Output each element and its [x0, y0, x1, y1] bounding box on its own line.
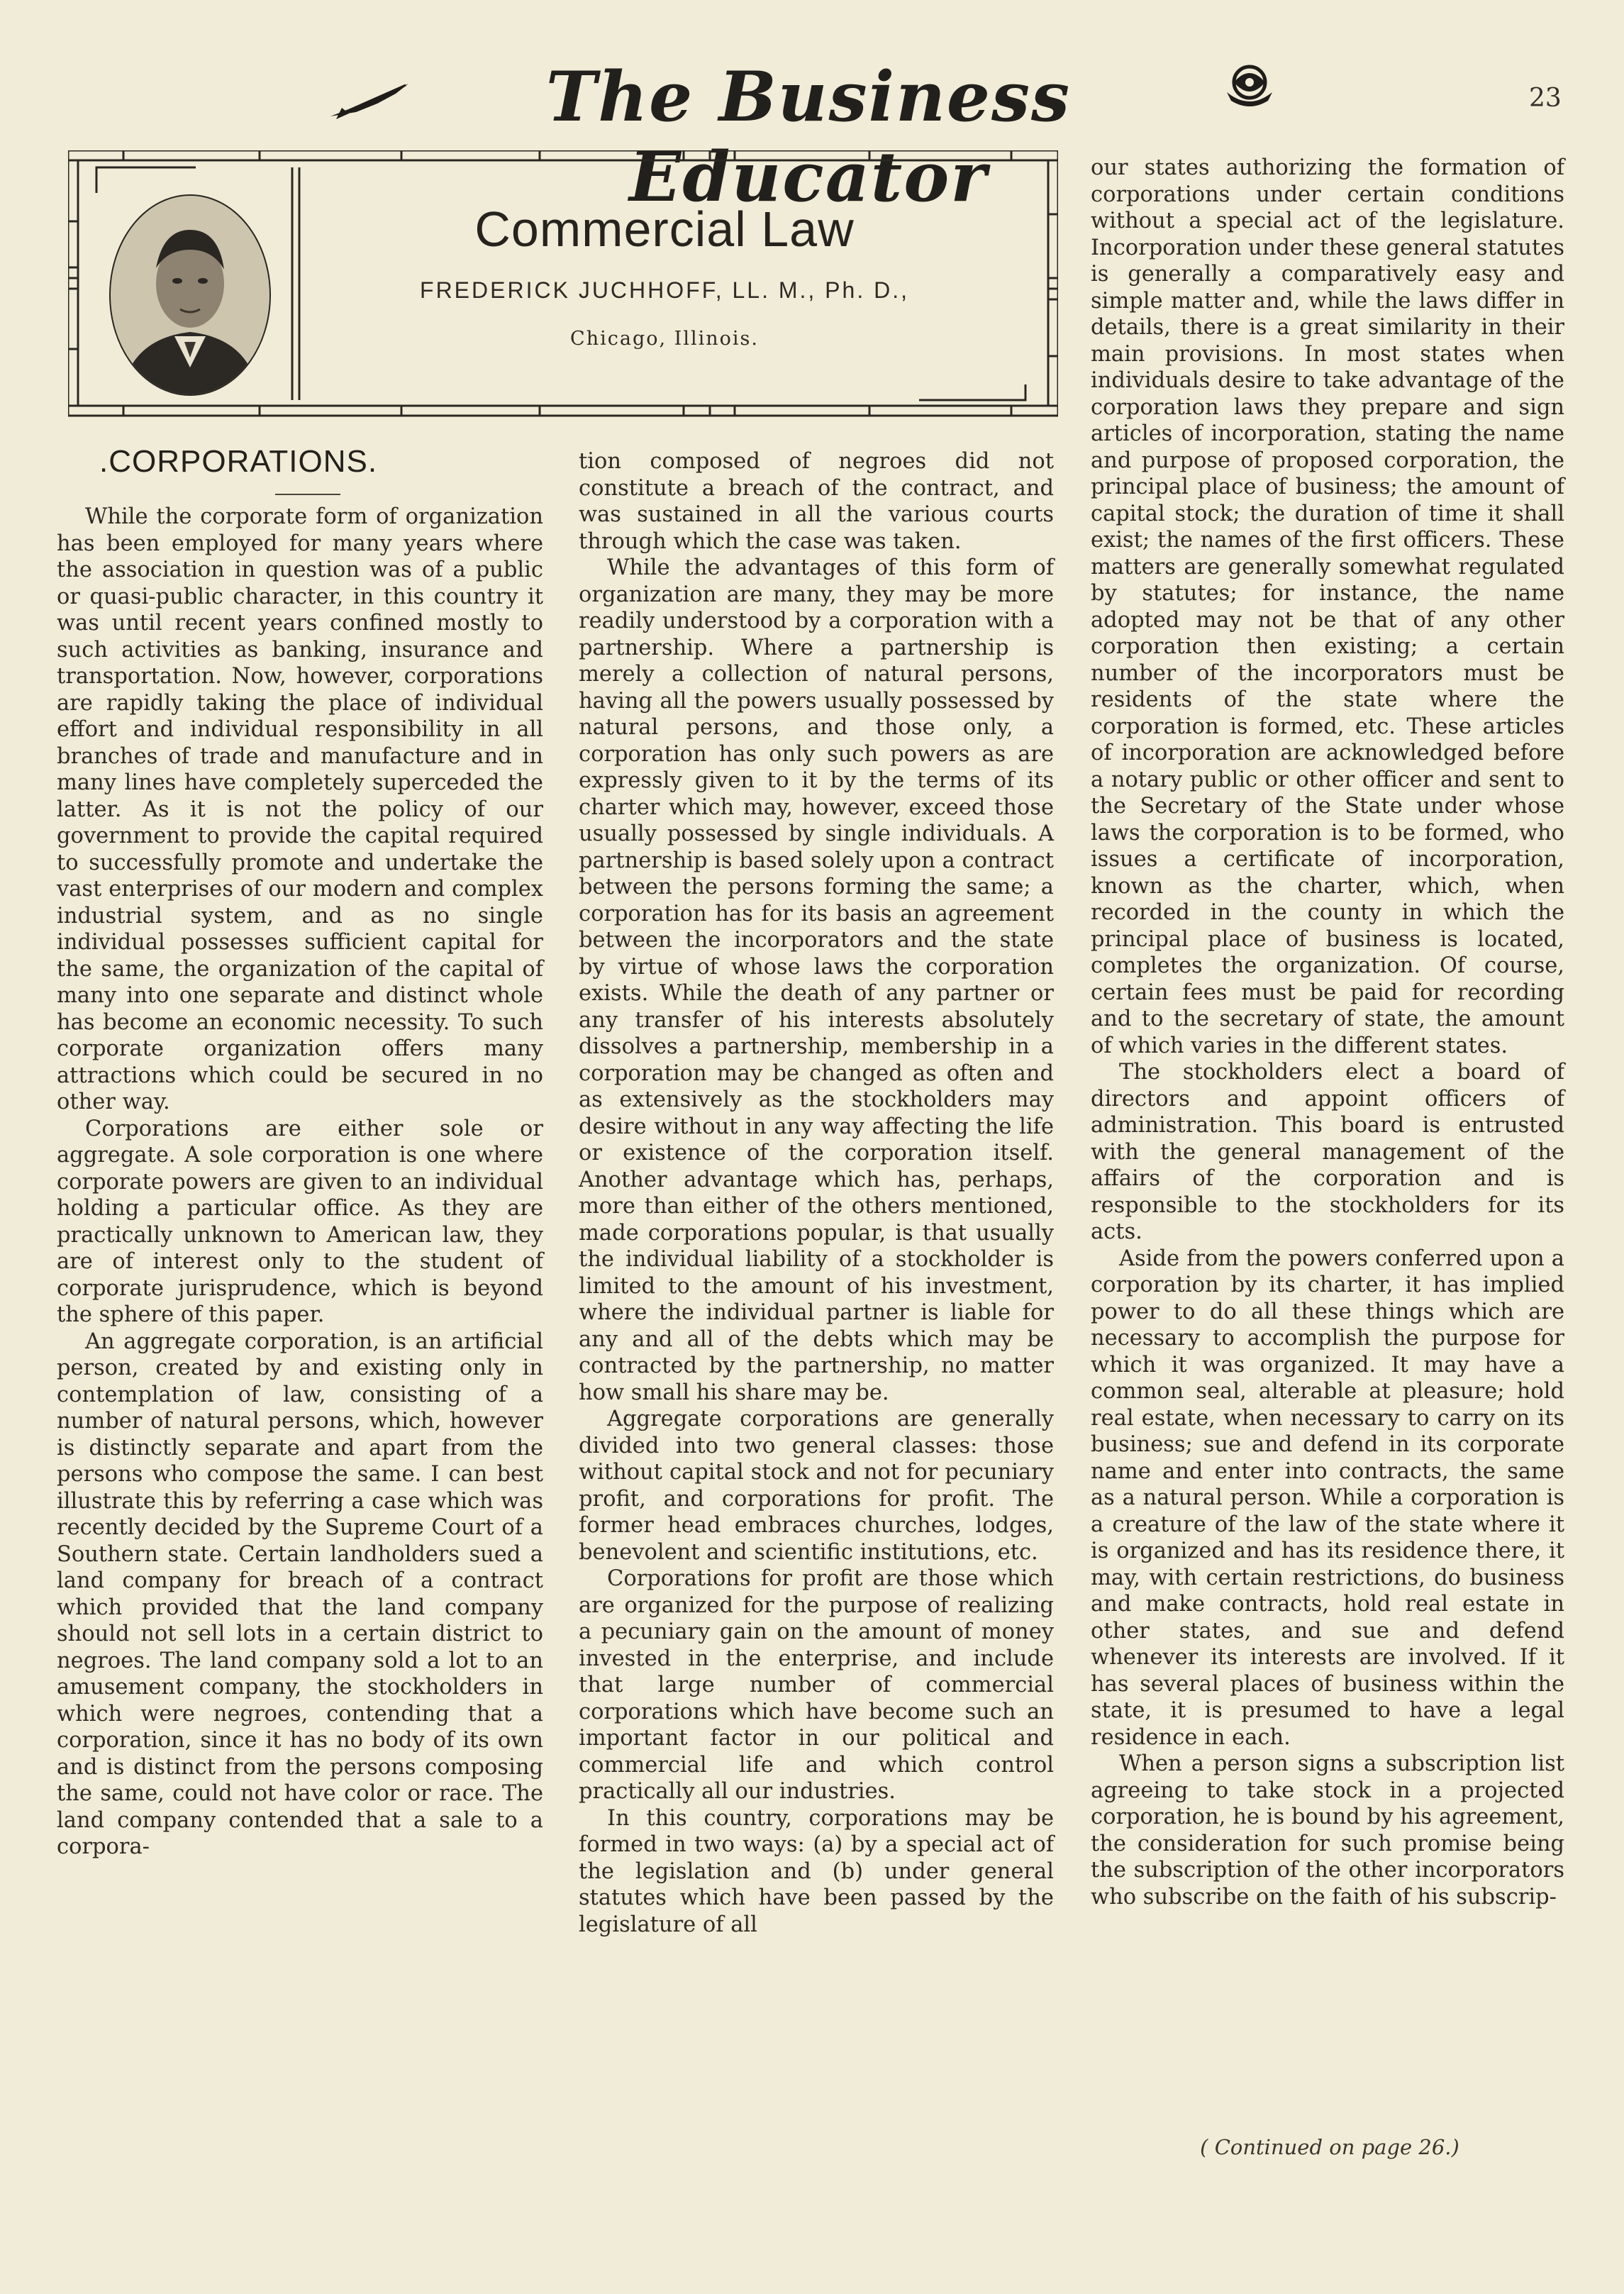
article-header	[306, 174, 1023, 399]
paragraph: An aggregate corporation, is an artificial person, created by and existing only in contemplation of law, consisting of a number of natural persons, which, however is distinctly separate and apart from the persons who compose the same. I can best illustrate this by referring a case which was recently decided by the Supreme Court of a Southern state. Certain landholders sued a land company for breach of a contract which provided that the land company should not sell lots in a certain district to negroes. The land company sold a lot to an amusement company, the stockholders in which were negroes, contending that a corporation, since it has no body of its own and is distinct from the persons composing the same, could not have color or race. The land company contended that a sale to a corpora-	[57, 1329, 543, 1859]
paragraph: The stockholders elect a board of directors and appoint officers of administration. This board is entrusted with the general management of the affairs of the corporation and is responsible to the stockholders for its acts.	[1091, 1060, 1564, 1244]
section-rule	[275, 494, 340, 495]
author-portrait	[106, 190, 274, 403]
paragraph: our states authorizing the formation of corporations under certain conditions without a special act of the legislature. Incorporation under these general statutes is generally a comparatively easy and simple matter and, while the laws differ in details, there is a great similarity in their main provisions. In most states when individuals desire to take advantage of the corporation laws they prepare and sign articles of incorporation, stating the name and purpose of proposed corporation, the principal place of business; the amount of capital stock; the duration of time it shall exist; the names of the first officers. These matters are generally somewhat regulated by statutes; for instance, the name adopted may not be that of any other corporation then existing; a certain number of the incorporators must be residents of the state where the corporation is formed, etc. These articles of incorporation are acknowledged before a notary public or other officer and sent to the Secretary of the State under whose laws the corporation is to be formed, who issues a certificate of incorporation, known as the charter, which, when recorded in the county in which the principal place of business is located, completes the organization. Of course, certain fees must be paid for recording and to the secretary of state, the amount of which varies in the different states.	[1091, 155, 1564, 1058]
paragraph: While the advantages of this form of organization are many, they may be more readily understood by a corporation with a partnership. Where a partnership is merely a collection of natural persons, having all the powers usually possessed by natural persons, and those only, a corporation has only such powers as are expressly given to it by the terms of its charter which may, however, exceed those usually possessed by single individuals. A partnership is based solely upon a contract between the persons forming the same; a corporation has for its basis an agreement between the incorporators and the state by virtue of whose laws the corporation exists. While the death of any partner or any transfer of his interests absolutely dissolves a partnership, membership in a corporation may be changed as often and as extensively as the stockholders may desire without in any way affecting the life or existence of the corporation itself. Another advantage which has, perhaps, more than either of the others mentioned, made corporations popular, is that usually the individual liability of a stockholder is limited to the amount of his investment, where the individual partner is liable for any and all of the debts which may be contracted by the partnership, no matter how small his share may be.	[579, 555, 1054, 1405]
continued-note: ( Continued on page 26.)	[1200, 2135, 1459, 2159]
article-location: Chicago, Illinois.	[570, 328, 759, 350]
article-author: FREDERICK JUCHHOFF, LL. M., Ph. D.,	[420, 277, 909, 303]
text-column-2	[579, 448, 1054, 1938]
section-heading: .CORPORATIONS.	[99, 444, 378, 479]
paragraph: Aside from the powers conferred upon a corporation by its charter, it has implied power to do all these things which are necessary to accomplish the purpose for which it was organized. It may have a common seal, alterable at pleasure; hold real estate, when necessary to carry on its business; sue and defend in its corporate name and enter into contracts, the same as a natural person. While a corporation is a creature of the law of the state where it is organized and has its residence there, it may, with certain restrictions, do business and make contracts, hold real estate in other states, and sue and defend whenever its interests are involved. If it has several places of business within the state, it is presumed to have a legal residence in each.	[1091, 1246, 1564, 1750]
article-title: Commercial Law	[474, 201, 855, 257]
paragraph: When a person signs a subscription list agreeing to take stock in a projected corporation, he is bound by his agreement, the consideration for such promise being the subscription of the other incorporators who subscribe on the faith of his subscrip-	[1091, 1751, 1564, 1910]
ornament-emblem-icon	[1221, 61, 1278, 113]
masthead-title: The Business Educator	[545, 57, 1072, 217]
text-column-3	[1091, 155, 1564, 1910]
paragraph: Corporations for profit are those which are organized for the purpose of realizing a pecuniary gain on the amount of money invested in the enterprise, and include that large number of commercial corporations which have become such an important factor in our political and commercial life and which control practically all our industries.	[579, 1566, 1054, 1804]
paragraph: In this country, corporations may be formed in two ways: (a) by a special act of the legislation and (b) under general statutes which have been passed by the legislature of all	[579, 1805, 1054, 1937]
paragraph: While the corporate form of organization has been employed for many years where the association in question was of a public or quasi-public character, in this country it was until recent years confined mostly to such activities as banking, insurance and transportation. Now, however, corporations are rapidly taking the place of individual effort and individual responsibility in all branches of trade and manufacture and in many lines have completely superceded the latter. As it is not the policy of our government to provide the capital required to successfully promote and undertake the vast enterprises of our modern and complex industrial system, and as no single individual possesses sufficient capital for the same, the organization of the capital of many into one separate and distinct whole has become an economic necessity. To such corporate organization offers many attractions which could be secured in no other way.	[57, 504, 543, 1114]
page-number: 23	[1529, 84, 1562, 113]
quill-pen-icon	[328, 79, 413, 125]
text-column-1	[57, 504, 543, 1861]
paragraph: tion composed of negroes did not constitute a breach of the contract, and was sustained in all the various courts through which the case was taken.	[579, 449, 1054, 554]
paragraph: Aggregate corporations are generally divided into two general classes: those without capital stock and not for pecuniary profit, and corporations for profit. The former head embraces churches, lodges, benevolent and scientific institutions, etc.	[579, 1407, 1054, 1565]
paragraph: Corporations are either sole or aggregate. A sole corporation is one where corporate powers are given to an individual holding a particular office. As they are practically unknown to American law, they are of interest only to the student of corporate jurisprudence, which is beyond the sphere of this paper.	[57, 1116, 543, 1327]
masthead	[0, 50, 1624, 217]
